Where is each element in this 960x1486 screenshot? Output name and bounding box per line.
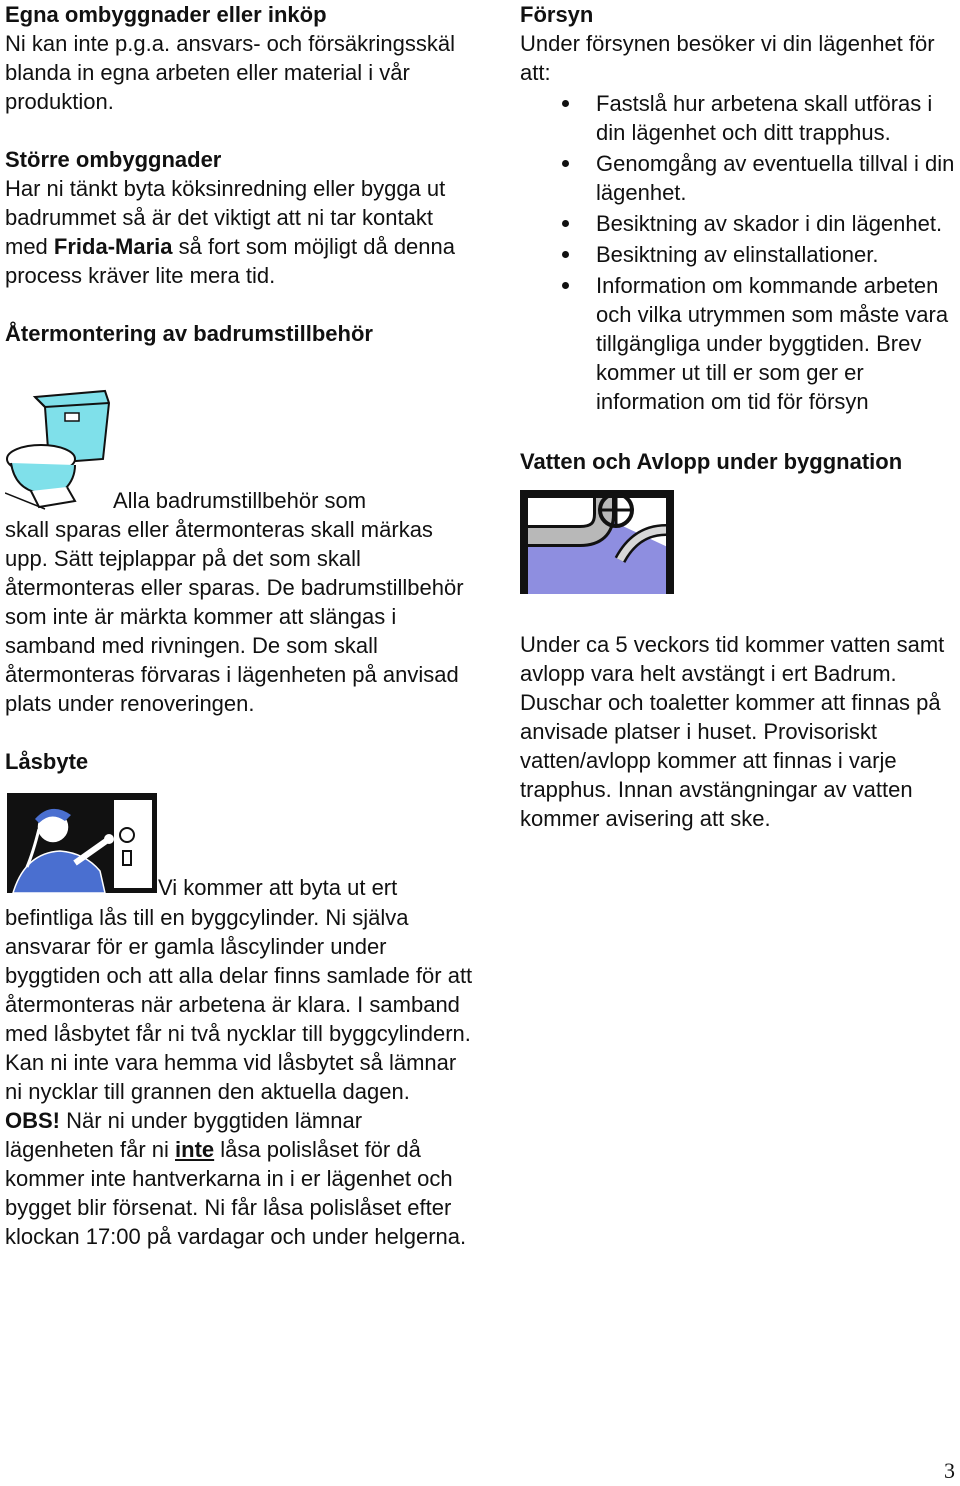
obs-emphasis: inte bbox=[175, 1137, 215, 1162]
paragraph-lasbyte-first: Vi kommer att byta ut ert bbox=[158, 875, 398, 900]
paragraph-vatten-avlopp: Under ca 5 veckors tid kommer vatten samt avlopp vara helt avstängt i ert Badrum. Duschar och toaletter kommer att finnas på anvisade platser i huset. Provisoriskt vatten/avlopp kommer att finnas i varje trapphus. Innan avstängningar av vatten kommer avisering att ske. bbox=[520, 632, 945, 831]
paragraph-atermontering-first: Alla badrumstillbehör som bbox=[113, 488, 367, 513]
text-span: så fort som möjligt då denna process kräver lite mera tid. bbox=[5, 234, 455, 288]
heading-atermontering: Återmontering av badrumstillbehör bbox=[5, 321, 373, 346]
right-column bbox=[520, 0, 960, 833]
contact-name: Frida-Maria bbox=[53, 234, 173, 259]
heading-egna-ombyggnader: Egna ombyggnader eller inköp bbox=[5, 2, 327, 27]
paragraph-forsyn-intro: Under försynen besöker vi din lägenhet för att: bbox=[520, 31, 935, 85]
list-item: Besiktning av skador i din lägenhet. bbox=[520, 209, 960, 238]
list-item: Genomgång av eventuella tillval i din lägenhet. bbox=[520, 149, 960, 207]
heading-storre-ombyggnader: Större ombyggnader bbox=[5, 147, 222, 172]
left-column bbox=[5, 0, 475, 1251]
pipe-icon bbox=[520, 490, 674, 594]
paragraph-egna-ombyggnader: Ni kan inte p.g.a. ansvars- och försäkringsskäl blanda in egna arbeten eller material i vår produktion. bbox=[5, 31, 455, 114]
list-item: Besiktning av elinstallationer. bbox=[520, 240, 960, 269]
text-span: låsa polislåset för då kommer inte hantverkarna in i er lägenhet och bygget blir försenat. Ni får låsa polislåset efter klockan 17:00 på vardagar och under helgerna. bbox=[5, 1137, 467, 1249]
paragraph-atermontering: skall sparas eller återmonteras skall märkas upp. Sätt tejplappar på det som skall återmonteras eller sparas. De badrumstillbehör som inte är märkta kommer att slängas i samband med rivningen. De som skall återmonteras förvaras i lägenheten på anvisad plats under renoveringen. bbox=[5, 517, 464, 716]
paragraph-storre-ombyggnader bbox=[5, 174, 475, 290]
obs-label: OBS! bbox=[5, 1108, 60, 1133]
paragraph-lasbyte: befintliga lås till en byggcylinder. Ni själva ansvarar för er gamla låscylinder under byggtiden och att alla delar finns samlade för att återmonteras när arbetena är klara. I samband med låsbytet får ni två nycklar till byggcylindern. Kan ni inte vara hemma vid låsbytet så lämnar ni nycklar till grannen den aktuella dagen. bbox=[5, 905, 473, 1104]
heading-vatten-avlopp: Vatten och Avlopp under byggnation bbox=[520, 449, 903, 474]
locksmith-block bbox=[5, 793, 475, 903]
list-item: Information om kommande arbeten och vilka utrymmen som måste vara tillgängliga under byggtiden. Brev kommer ut till er som ger er information om tid för försyn bbox=[520, 271, 960, 416]
list-item: Fastslå hur arbetena skall utföras i din lägenhet och ditt trapphus. bbox=[520, 89, 960, 147]
locksmith-icon bbox=[5, 793, 160, 898]
text-span: När ni under byggtiden lämnar lägenheten får ni bbox=[5, 1108, 363, 1162]
paragraph-obs bbox=[5, 1106, 475, 1251]
toilet-block bbox=[5, 389, 475, 515]
forsyn-bullet-list bbox=[520, 89, 960, 416]
page-number: 3 bbox=[944, 1458, 955, 1483]
text-span: Har ni tänkt byta köksinredning eller bygga ut badrummet så är det viktigt att ni tar kontakt med bbox=[5, 176, 446, 259]
heading-forsyn: Försyn bbox=[520, 2, 594, 27]
heading-lasbyte: Låsbyte bbox=[5, 749, 89, 774]
toilet-icon bbox=[5, 389, 115, 515]
